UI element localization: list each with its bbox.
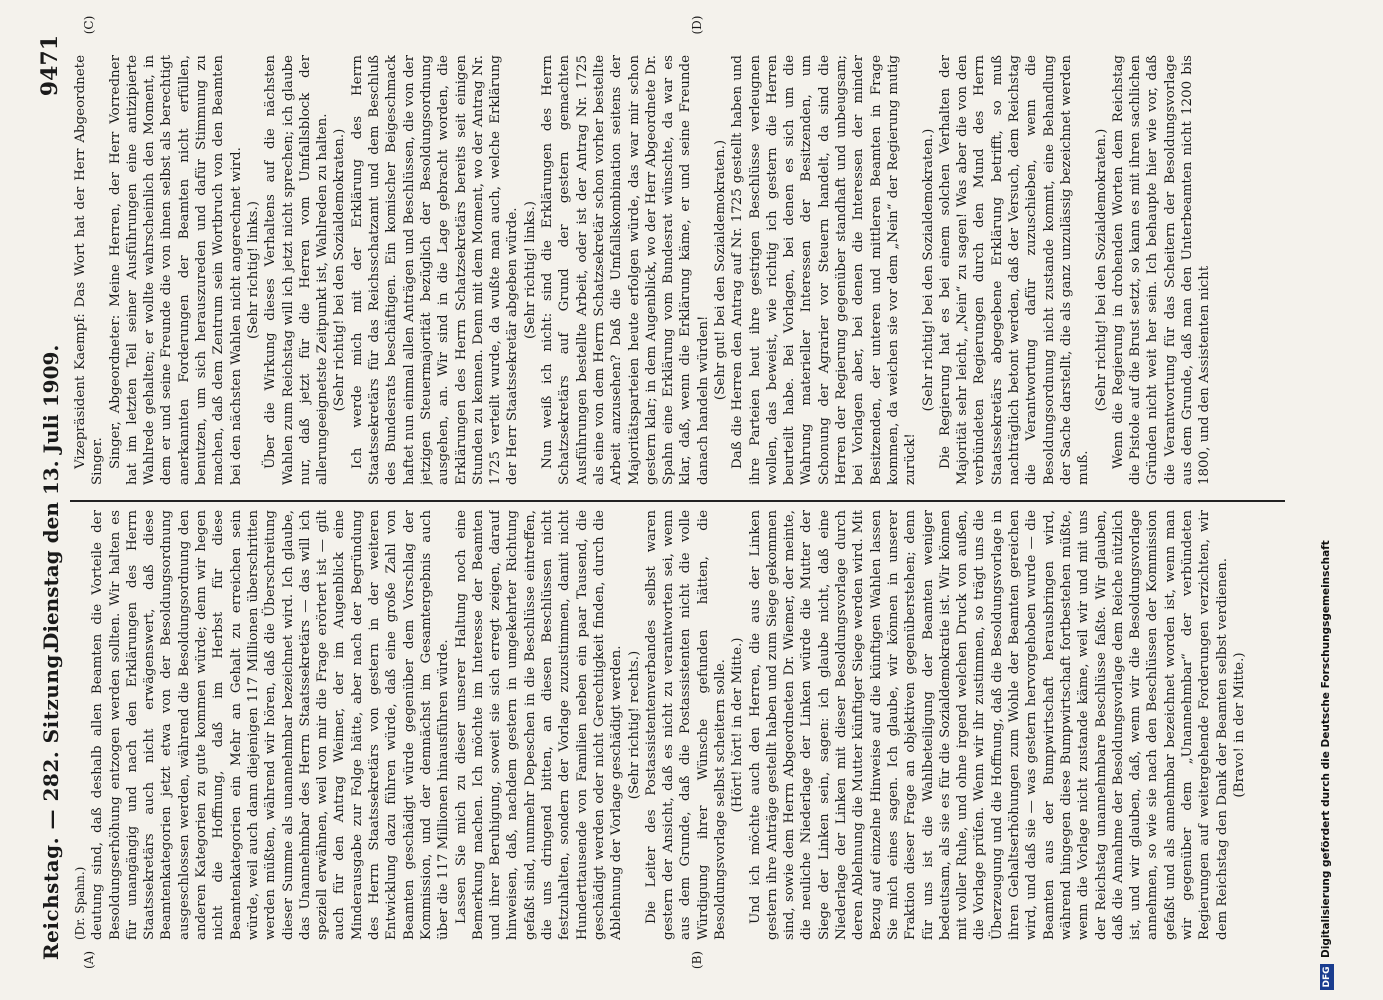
paragraph: Ich werde mich mit der Erklärung des Herrn Staatssekretärs für das Reichsschatzamt und dem Beschluß des Bundesrats beschäftigen. Ein komischer Beigeschmack haftet nun einmal allen Anträgen und Beschlüssen, die von der jetzigen Steuermajorität bezüglich der Besoldungsordnung ausgehen, an. Wir sind in die Lage gebracht worden, die Erklärungen des Herrn Schatzsekretärs bereits seit einigen Stunden zu kennen. Denn mit dem Moment, wo der Antrag Nr. 1725 verteilt wurde, da wußte man auch, welche Erklärung der Herr Staatssekretär abgeben würde. [349, 55, 521, 485]
paragraph: Nun weiß ich nicht: sind die Erklärungen des Herrn Schatzsekretärs auf Grund der gestern gemachten Ausführungen bestellte Arbeit, oder ist der Antrag Nr. 1725 als eine von dem Herrn Schatzsekretär schon vorher bestellte Arbeit anzusehen? Daß die Umfallskombination seitens der Majoritätsparteien heute erfolgen würde, das war mir schon gestern klar; in dem Augenblick, wo der Herr Abgeordnete Dr. Spahn eine Erklärung vom Bundesrat wünschte, da war es klar, daß, wenn die Erklärung käme, er und seine Freunde danach handeln würden! [540, 55, 711, 485]
margin-mark-a: (A) [82, 950, 96, 970]
paragraph: Daß die Herren den Antrag auf Nr. 1725 gestellt haben und ihre Parteien heut ihre gestrigen Beschlüsse verleugnen wollen, das beweist, wie richtig ich gestern die Herren beurteilt habe. Bei Vorlagen, bei denen es sich um die Wahrung materieller Interessen der Besitzenden, um Schonung der Agrarier vor Steuern handelt, da sind die Herren der Regierung gegenüber standhaft und unbeugsam; bei Vorlagen aber, bei denen die Interessen der minder Besitzenden, der unteren und mittleren Beamten in Frage kommen, da weichen sie vor dem „Nein“ der Regierung mutig zurück! [730, 55, 919, 485]
header-date: Dienstag den 13. Juli 1909. [39, 344, 63, 650]
right-column [72, 55, 1277, 485]
interjection: (Sehr richtig! links.) [522, 201, 538, 339]
header-session: Reichstag. — 282. Sitzung. [39, 646, 63, 960]
interjection: (Sehr richtig! bei den Sozialdemokraten.) [920, 128, 936, 412]
paragraph: deutung sind, daß deshalb allen Beamten die Vorteile der Besoldungserhöhung entzogen werden sollten. Wir halten es für unangängig und nach den Erklärungen des Herrn Staatssekretärs auch nicht erwägenswert, daß diese Beamtenkategorien jetzt etwa von der Besoldungsordnung ausgeschlossen werden, während die Besoldungsordnung den anderen Kategorien zu gute kommen würde; denn wir hegen nicht die Hoffnung, daß im Herbst für diese Beamtenkategorien ein Mehr an Gehalt zu erreichen sein würde, weil auch dann diejenigen 117 Millionen überschritten werden müßten, während wir hören, daß die Überschreitung dieser Summe als unannehmbar bezeichnet wird. Ich glaube, das Unannehmbar des Herrn Staatssekretärs — das will ich speziell erwähnen, weil von mir die Frage erörtert ist — gilt auch für den Antrag Weimer, der im Augenblick eine Minderausgabe zur Folge hätte, aber nach der Begründung des Herrn Staatssekretärs von gestern in der weiteren Entwicklung dazu führen würde, daß eine große Zahl von Beamten geschädigt würde gegenüber dem Vorschlag der Kommission, und der demnächst im Gesamtergebnis auch über die 117 Millionen hinausführen würde. [90, 510, 452, 940]
interjection: (Hört! hört! in der Mitte.) [730, 637, 746, 813]
column-divider [70, 500, 1285, 502]
paragraph: Die Leiter des Postassistentenverbandes selbst waren gestern der Ansicht, daß es nicht zu verantworten sei, wenn aus dem Grunde, daß die Postassistenten nicht die volle Würdigung ihrer Wünsche gefunden hätten, die Besoldungsvorlage selbst scheitern solle. [643, 510, 728, 940]
margin-mark-c: (C) [82, 15, 96, 35]
paragraph: Die Regierung hat es bei einem solchen Verhalten der Majorität sehr leicht, „Nein“ zu sagen! Was aber die von den verbündeten Regierungen durch den Mund des Herrn Staatssekretärs abgegebene Erklärung betrifft, so muß nachträglich betont werden, daß der Versuch, dem Reichstag die Verantwortung dafür zuzuschieben, wenn die Besoldungsordnung nicht zustande kommt, eine Behandlung der Sache darstellt, die als ganz unzulässig bezeichnet werden muß. [937, 55, 1092, 485]
page-number: 9471 [37, 35, 63, 97]
paragraph: Wenn die Regierung in drohenden Worten dem Reichstag die Pistole auf die Brust setzt, so kann es mit ihren sachlichen Gründen nicht weit her sein. Ich behaupte hier wie vor, daß die Verantwortung für das Scheitern der Besoldungsvorlage aus dem Grunde, daß man den Unterbeamten nicht 1200 bis 1800, und den Assistenten nicht [1110, 55, 1213, 485]
interjection: (Sehr richtig! rechts.) [626, 650, 642, 800]
interjection: (Sehr gut! bei den Sozialdemokraten.) [712, 139, 728, 401]
interjection: (Sehr richtig! bei den Sozialdemokraten.) [332, 128, 348, 412]
paragraph: Singer, Abgeordneter: Meine Herren, der Herr Vorredner hat im letzten Teil seiner Ausführungen eine antizipierte Wahlrede gehalten; er wollte wahrscheinlich den Moment, in dem er und seine Freunde die von ihnen selbst als berechtigt anerkannten Forderungen der Beamten nicht erfüllen, benutzen, um sich herauszureden und dafür Stimmung zu machen, daß dem Zentrum sein Wortbruch von den Beamten bei den nächsten Wahlen nicht angerechnet wird. [107, 55, 244, 485]
margin-mark-d: (D) [690, 15, 704, 35]
interjection: (Sehr richtig! links.) [245, 201, 261, 339]
interjection: (Bravo! in der Mitte.) [1231, 652, 1247, 798]
paragraph: Über die Wirkung dieses Verhaltens auf die nächsten Wahlen zum Reichstag will ich jetzt nicht sprechen; ich glaube nur, daß jetzt für die Herren vom Umfallsblock der allerungeeignetste Zeitpunkt ist, Wahlreden zu halten. [263, 55, 331, 485]
margin-mark-b: (B) [690, 950, 704, 970]
left-column [72, 510, 1277, 940]
paragraph: Vizepräsident Kaempf: Das Wort hat der Herr Abgeordnete Singer. [73, 55, 106, 485]
digitization-note: Digitalisierung gefördert durch die Deutsche Forschungsgemeinschaft [1320, 540, 1332, 958]
interjection: (Sehr richtig! bei den Sozialdemokraten.) [1093, 128, 1109, 412]
speaker-tag: (Dr. Spahn.) [73, 866, 87, 940]
paragraph: Und ich möchte auch den Herren, die aus der Linken gestern ihre Anträge gestellt haben und zum Siege gekommen sind, sowie dem Herrn Abgeordneten Dr. Wiemer, der meinte, die neuliche Niederlage der Linken würde die Mutter der Siege der Linken sein, sagen: ich glaube nicht, daß eine Niederlage der Linken mit dieser Besoldungsvorlage durch deren Ablehnung die Mutter künftiger Siege werden wird. Mit Bezug auf einzelne Hinweise auf die künftigen Wahlen lassen Sie mich eines sagen. Ich glaube, wir können in unserer Fraktion dieser Frage an objektiven gegenüberstehen; denn für uns ist die Wahlbeteiligung der Beamten weniger bedeutsam, als sie es für die Sozialdemokratie ist. Wir können mit voller Ruhe, und ohne irgend welchen Druck von außen, die Vorlage prüfen. Wenn wir ihr zustimmen, so trägt uns die Überzeugung und die Hoffnung, daß die Besoldungsvorlage in ihren Gehaltserhöhungen zum Wohle der Beamten gereichen wird, und daß sie — was gestern hervorgehoben wurde — die Beamten aus der Bumpwirtschaft herausbringen wird, während hingegen diese Bumpwirtschaft fortbestehen müßte, wenn die Vorlage nicht zustande käme, weil wir und mit uns der Reichstag unannehmbare Beschlüsse faßte. Wir glauben, daß die Annahme der Besoldungsvorlage dem Reiche nützlich ist, und wir glauben, daß, wenn wir die Besoldungsvorlage annehmen, so wie sie nach den Beschlüssen der Kommission gefaßt und als annehmbar bezeichnet worden ist, wenn man wir gegenüber dem „Unannehmbar“ der verbündeten Regierungen auf weitergehende Forderungen verzichten, wir dem Reichstag den Dank der Beamten selbst verdienen. [747, 510, 1230, 940]
dfg-logo: DFG [1320, 964, 1334, 990]
page-header [35, 35, 69, 960]
paragraph: Lassen Sie mich zu dieser unserer Haltung noch eine Bemerkung machen. Ich möchte im Interesse der Beamten und ihrer Beruhigung, soweit sie sich erregt zeigen, darauf hinweisen, daß, nachdem gestern in umgekehrter Richtung gefaßt sind, nunmehr Depeschen in die Beschlüsse eintreffen, die uns dringend bitten, an diesen Beschlüssen nicht festzuhalten, sondern der Vorlage zuzustimmen, damit nicht Hunderttausende von Familien neben ein paar Tausend, die geschädigt werden oder nicht Gerechtigkeit finden, durch die Ablehnung der Vorlage geschädigt werden. [453, 510, 625, 940]
